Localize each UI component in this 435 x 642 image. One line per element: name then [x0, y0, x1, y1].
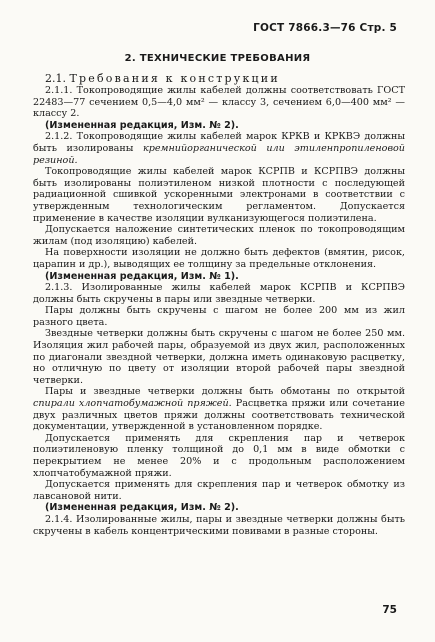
clause-2-1-3: 2.1.3. Изолированные жилы кабелей марок КСРПВ и КСРПВЭ должны быть скручены в пары или звездные четверки.: [33, 282, 405, 305]
clause-2-1-2-text: 2.1.2. Токопроводящие жилы кабелей марок КРКВ и КРКВЭ должны быть изолированы: [33, 131, 405, 154]
subsection-heading-text: Требования к конструкции: [69, 72, 280, 85]
amendment-note: (Измененная редакция, Изм. № 2).: [45, 119, 239, 131]
paragraph: Допускается наложение синтетических пленок по токопроводящим жилам (под изоляцию) кабелей.: [33, 224, 405, 247]
body-text: [33, 72, 405, 537]
paragraph-text: Пары и звездные четверки должны быть обмотаны по открытой: [45, 386, 405, 398]
section-title: 2. ТЕХНИЧЕСКИЕ ТРЕБОВАНИЯ: [124, 53, 311, 64]
paragraph: На поверхности изоляции не должно быть дефектов (вмятин, рисок, царапин и др.), выводящих ее толщину за предельные отклонения.: [33, 247, 405, 270]
paragraph-italic: спирали хлопчатобумажной пряжей: [33, 398, 229, 410]
amendment-note: (Измененная редакция, Изм. № 2).: [45, 502, 239, 514]
paragraph: Допускается применять для скрепления пар и четверок полиэтиленовую пленку толщиной до 0,1 мм в виде обмотки с перекрытием не менее 20% и с продольным расположением хлопчатобумажной пряжи.: [33, 432, 405, 479]
paragraph: Пары должны быть скручены с шагом не более 200 мм из жил разного цвета.: [33, 305, 405, 328]
subsection-number: 2.1.: [45, 72, 66, 85]
running-head: ГОСТ 7866.3—76 Стр. 5: [253, 22, 397, 34]
paragraph: Токопроводящие жилы кабелей марок КСРПВ и КСРПВЭ должны быть изолированы полиэтиленом низкой плотности с последующей радиационной сшивкой ускоренными электронами в соответствии с утвержденным технологическим регламентом. Допускается применение в качестве изоляции вулканизующегося полиэтилена.: [33, 166, 405, 224]
subsection-heading: [33, 72, 405, 85]
paragraph-text: . Расцветка пряжи или сочетание двух различных цветов пряжи должны соответствовать технической документации, утвержденной в установленном порядке.: [33, 398, 405, 433]
paragraph: Допускается применять для скрепления пар и четверок обмотку из лавсановой нити.: [33, 479, 405, 502]
page-number: 75: [382, 604, 397, 616]
amendment-note: (Измененная редакция, Изм. № 1).: [45, 270, 239, 282]
clause-2-1-2: [33, 131, 405, 166]
clause-2-1-4: 2.1.4. Изолированные жилы, пары и звездные четверки должны быть скручены в кабель концентрическими повивами в разные стороны.: [33, 513, 405, 537]
paragraph: [33, 386, 405, 432]
paragraph: Звездные четверки должны быть скручены с шагом не более 250 мм. Изоляция жил рабочей пары, образуемой из двух жил, расположенных по диагонали звездной четверки, должна иметь одинаковую расцветку, но отличную по цвету от изоляции второй рабочей пары звездной четверки.: [33, 328, 405, 386]
clause-2-1-2-italic: кремнийорганической или этиленпропиленовой резиной.: [33, 142, 405, 166]
clause-2-1-1: 2.1.1. Токопроводящие жилы кабелей должны соответствовать ГОСТ 22483—77 сечением 0,5—4,0 мм² — классу 3, сечением 6,0—400 мм² — классу 2.: [33, 85, 405, 120]
